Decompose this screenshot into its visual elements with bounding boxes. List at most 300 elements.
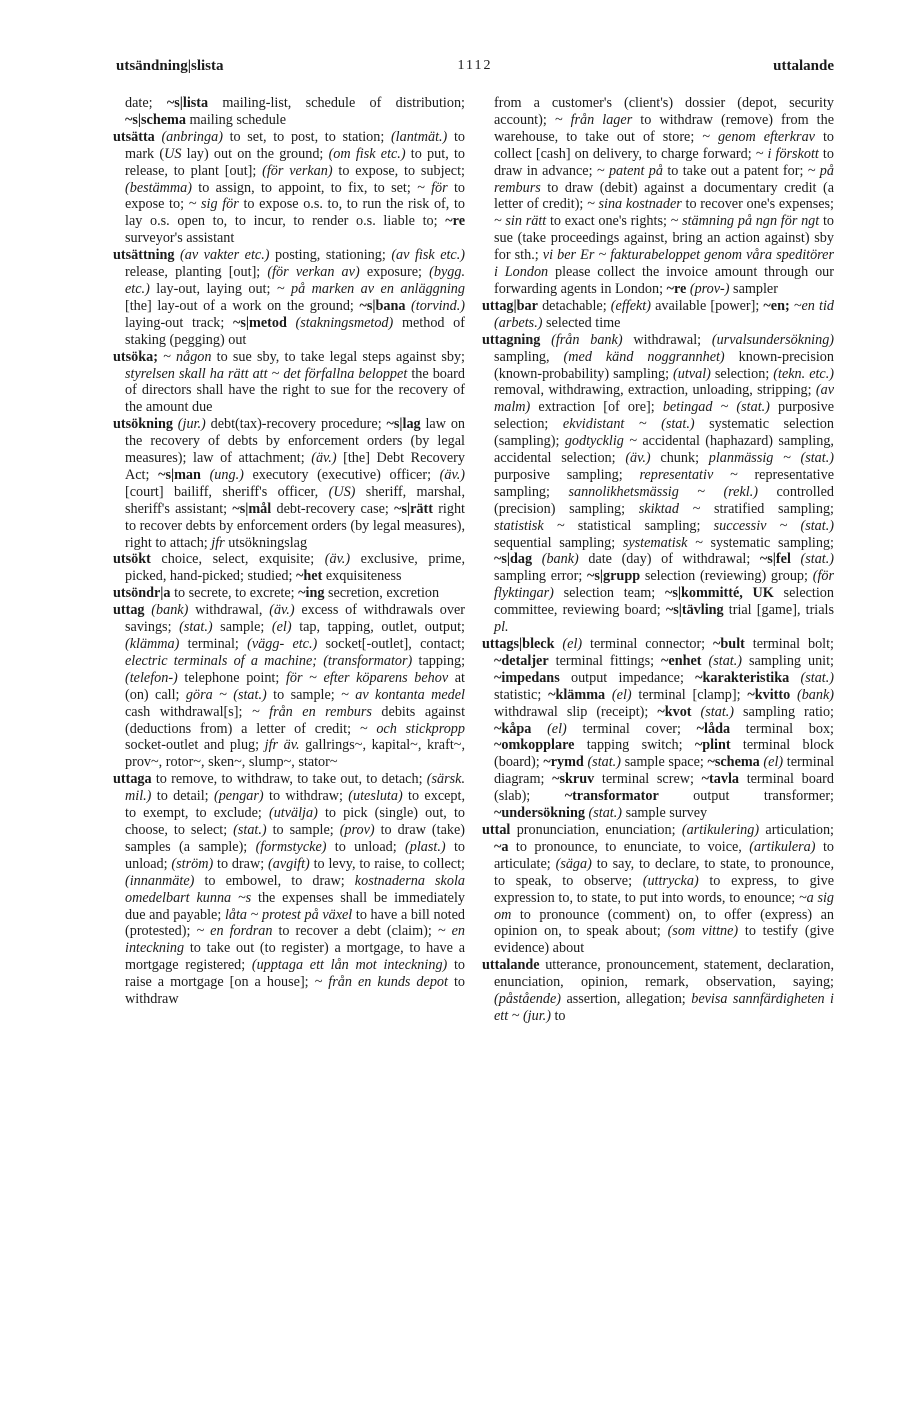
italic-gloss: (av fisk etc.) [391,247,466,264]
definition-text: to raise a mortgage [on a house]; [125,957,465,991]
definition-text: choice, select, exquisite; [150,551,325,568]
italic-gloss: (om fisk etc.) [328,145,406,162]
definition-text: socket[-outlet], contact; [317,636,465,652]
definition-text: method of staking (pegging) out [125,314,466,348]
italic-gloss: ~ patent på [596,162,663,179]
italic-gloss: (el) [271,619,292,636]
definition-text: to express, to give expression to, to state, to put into words, to enounce; [494,872,835,906]
definition-text: to pronounce, to enunciate, to voice, [508,838,750,855]
headword: ~karakteristika [695,669,790,686]
definition-text: telephone point; [177,669,286,686]
definition-text: to detail; [151,788,214,805]
definition-text: systematic selection (sampling); [494,416,834,450]
headword: ~plint [694,737,731,754]
italic-gloss: (av malm) [494,382,834,416]
definition-text: to embowel, to draw; [194,872,355,889]
italic-gloss: ~ sin rätt [494,213,547,230]
dictionary-entry [113,129,465,247]
italic-gloss: ~ från en kunds depot [314,974,448,991]
dictionary-entry [482,636,834,822]
italic-gloss: jfr äv. [264,737,300,754]
italic-gloss: betingad ~ (stat.) [662,399,770,416]
italic-gloss: (utval) [673,365,711,382]
definition-text: sequential sampling; [494,534,623,551]
italic-gloss: (bestämma) [125,179,192,196]
definition-text: extraction [of ore]; [530,399,663,416]
headword: uttag [113,602,152,619]
definition-text: output impedance; [559,669,696,686]
italic-gloss: ~ av kontanta medel [341,686,465,703]
italic-gloss: skiktad ~ [638,500,701,517]
italic-gloss: (bank) [541,551,579,568]
italic-gloss: (stat.) [587,754,621,771]
italic-gloss: systematisk ~ [622,534,703,551]
definition-text: at (on) call; [125,669,466,703]
definition-text: to expose, to subject; [332,162,465,179]
definition-text: sampling error; [494,568,588,585]
italic-gloss: (upptaga ett lån mot inteckning) [251,957,448,974]
italic-gloss: ~en tid (arbets.) [494,297,835,331]
headword: ~kvitto [747,686,791,703]
italic-gloss: jfr [211,534,225,551]
headword: ~s|mål [232,500,272,517]
definition-text: purposive selection; [494,399,834,433]
headword: ~klämma [548,686,606,703]
definition-text [692,704,701,720]
italic-gloss: statistisk ~ [494,517,565,534]
definition-text: sample space; [620,754,708,771]
italic-gloss: ~a sig om [494,889,835,923]
italic-gloss: (el) [562,636,583,652]
definition-text: to recover a debt (claim); [272,923,438,940]
definition-text: purposive sampling; [494,466,640,483]
italic-gloss: godtycklig ~ [564,433,637,450]
definition-text: terminal [clamp]; [631,686,748,703]
italic-gloss: (bank) [151,602,189,619]
definition-text: lay) out on the ground; [181,145,329,162]
headword: ~s|schema [125,111,186,128]
dictionary-entry [113,247,465,348]
italic-gloss: (innanmäte) [125,872,195,889]
definition-text: stratified sampling; [700,500,834,517]
italic-gloss: göra ~ (stat.) [185,686,267,703]
headword: ~s|man [158,466,201,483]
italic-gloss: (av vakter etc.) [180,247,270,264]
italic-gloss: (ung.) [209,466,244,483]
definition-text: excess of withdrawals over savings; [125,602,465,636]
italic-gloss: (säga) [555,855,592,872]
definition-text [702,653,709,669]
headword: ~kåpa [494,720,532,737]
italic-gloss: (bank) [796,686,835,703]
definition-text: terminal connector; [582,636,714,652]
definition-text: to levy, to raise, to collect; [309,855,465,872]
italic-gloss: (plast.) [405,838,446,855]
italic-gloss: (klämma) [125,636,180,652]
definition-text: to [550,1007,566,1024]
italic-gloss: (äv.) [269,602,295,619]
definition-text: tapping switch; [574,737,695,754]
definition-text: executory (executive) officer; [243,466,440,483]
definition-text: to sue (take proceedings against, bring an action against) sby for sth.; [494,213,834,264]
italic-gloss: ~ stämning på ngn för ngt [670,213,820,230]
definition-text: withdrawal slip (receipt); [494,703,658,720]
definition-text: secretion, excretion [324,585,440,602]
italic-gloss: electric terminals of a machine; (transformator) [125,652,413,669]
italic-gloss: (utesluta) [348,788,403,805]
definition-text: terminal box; [730,720,834,737]
right-guideword: uttalande [773,58,834,74]
definition-text: to sample; [266,821,340,838]
italic-gloss: ~ sina kostnader [587,196,682,213]
italic-gloss: för ~ efter köparens behov [285,669,449,686]
definition-text: withdrawal, [188,602,270,619]
headword: ~låda [696,720,731,737]
definition-text: lay-out, laying out; [149,280,277,297]
dictionary-entry [482,298,834,332]
italic-gloss: (bygg. etc.) [125,264,465,297]
italic-gloss: (prov) [339,821,375,838]
italic-gloss: (el) [763,754,784,771]
dictionary-entry [113,585,465,602]
definition-text [790,687,797,703]
headword: utsätta [113,128,162,145]
headword: uttal [482,821,511,838]
definition-text: to draw (debit) against a documentary credit (a letter of credit); [494,179,834,213]
definition-text: surveyor's assistant [125,230,235,247]
definition-text: removal, withdrawing, extraction, unloading, stripping; [494,382,816,399]
definition-text: to have a bill noted (protested); [125,906,465,940]
definition-text: gallrings~, kapital~, kraft~, prov~, rotor~, sken~, slump~, stator~ [125,737,465,771]
headword: ~enhet [661,652,702,669]
dictionary-entry [482,957,834,1025]
definition-text: to exact one's rights; [546,213,671,230]
italic-gloss: (stat.) [233,821,267,838]
headword: ~omkopplare [494,737,575,754]
italic-gloss: (utvälja) [268,805,318,822]
left-guideword: utsändning|slista [116,58,224,74]
italic-gloss: (effekt) [610,297,651,314]
italic-gloss: (stat.) [700,703,735,720]
italic-gloss: sannolikhetsmässig ~ (rekl.) [568,483,758,500]
italic-gloss: (för verkan av) [267,264,360,281]
italic-gloss: låta ~ protest på växel [224,906,353,923]
italic-gloss: (prov-) [689,280,730,297]
headword: ~s|fel [759,551,791,568]
definition-text: terminal fittings; [548,652,662,669]
italic-gloss: ~ i förskott [755,145,819,162]
definition-text: selection team; [553,585,665,602]
italic-gloss: ekvidistant ~ (stat.) [562,416,695,433]
italic-gloss: ~ någon [163,348,212,365]
italic-gloss: (ström) [171,855,214,872]
definition-text: to withdraw (remove) from the warehouse, to take out of store; [494,111,835,145]
definition-text: mailing-list, schedule of distribution; [208,95,465,111]
definition-text: to set, to post, to station; [222,128,391,145]
definition-text: the expenses shall be immediately due and payable; [125,889,465,923]
definition-text: to pronounce (comment) on, to offer (express) an opinion on, to speak about; [494,906,834,940]
italic-gloss: (artikulering) [681,821,760,838]
definition-text: to except, to exempt, to exclude; [125,788,465,822]
definition-text: statistical sampling; [564,517,714,534]
headword: ~re [666,280,687,297]
headword: ~ing [298,585,325,602]
definition-text: debits against (deductions from) a letter of credit; [125,703,466,737]
definition-text: sample; [212,619,272,636]
definition-text: debt-recovery case; [271,500,395,517]
dictionary-entry [113,551,465,585]
headword: ~re [445,213,465,230]
definition-text: to withdraw [125,974,465,1008]
headword: utsökning [113,416,178,433]
definition-text: assertion, allegation; [560,991,692,1008]
definition-text: to expose to; [125,179,465,213]
definition-text: terminal; [179,636,248,652]
italic-gloss: (urvalsundersökning) [711,331,835,348]
headword: ~s|lista [166,95,209,111]
italic-gloss: ~ på marken av en anläggning [276,280,465,297]
definition-text: sampler [729,280,778,297]
definition-text: trial [game], trials [723,602,834,619]
italic-gloss: (äv.) [439,466,465,483]
italic-gloss: (telefon-) [125,669,178,686]
headword: ~s|tävling [665,602,724,619]
headword: ~het [296,568,323,585]
definition-text: chunk; [650,450,709,467]
italic-gloss: (el) [547,720,567,737]
definition-text: socket-outlet and plug; [125,737,265,754]
dictionary-entry [113,416,465,551]
headword: uttagning [482,331,552,348]
headword: ~s|kommitté, UK [664,585,774,602]
definition-text: to sue sby, to take legal steps against sby; [211,348,465,365]
italic-gloss: (med känd noggrannhet) [563,348,725,365]
definition-text: [court] bailiff, sheriff's officer, [125,483,329,500]
italic-gloss: ~ för [417,179,448,196]
italic-gloss: (stat.) [800,669,834,686]
definition-text: terminal board (slab); [494,771,834,805]
definition-text: to take out a patent for; [662,162,808,179]
italic-gloss: (torvind.) [411,297,466,314]
italic-gloss: planmässig ~ (stat.) [708,450,834,467]
definition-text: [the] Debt Recovery Act; [125,450,465,483]
italic-gloss: (el) [611,686,632,703]
italic-gloss: ~ från lager [554,111,633,128]
headword: ~rymd [543,754,584,771]
definition-text: to unload; [326,838,406,855]
definition-text: terminal screw; [594,771,702,788]
italic-gloss: (från bank) [551,331,623,348]
italic-gloss: (uttrycka) [642,872,699,889]
definition-text: laying-out track; [125,314,233,331]
italic-gloss: (tekn. etc.) [773,365,835,382]
italic-gloss: ~ från en remburs [251,703,372,720]
definition-text: known-precision (known-probability) sampling; [494,348,834,382]
headword: uttaga [113,771,152,788]
headword: uttalande [482,957,540,974]
italic-gloss: (påstående) [494,991,561,1008]
italic-gloss: (avgift) [268,855,310,872]
definition-text [287,315,296,331]
definition-text: to testify (give evidence) about [494,923,834,957]
headword: utsöndr|a [113,585,171,602]
headword: ~s|dag [494,551,533,568]
italic-gloss: (för verkan) [262,162,333,179]
headword: ~schema [707,754,760,771]
definition-text: [the] lay-out of a work on the ground; [125,297,360,314]
definition-text: to expose o.s. to, to run the risk of, to lay o.s. open to, to incur, to render o.s. liable to; [125,196,466,230]
italic-gloss: (särsk. mil.) [125,771,465,805]
italic-gloss: representativ ~ [639,466,738,483]
italic-gloss: (anbringa) [161,128,223,145]
definition-text: to draw (take) samples (a sample); [125,821,465,855]
italic-gloss: (stat.) [588,805,623,822]
headword: ~s|lag [386,416,421,433]
definition-text: pronunciation, enunciation; [510,821,682,838]
italic-gloss: (äv.) [324,551,351,568]
dictionary-entry [113,602,465,771]
definition-text [791,551,801,567]
definition-text: representative sampling; [494,466,835,500]
definition-text [201,467,210,483]
definition-text: systematic sampling; [702,534,834,551]
italic-gloss: (artikulera) [749,838,816,855]
dictionary-entry [113,349,465,417]
definition-text: law on the recovery of debts by enforcement orders (by legal measures); law of attachment; [125,416,466,467]
definition-text [605,687,612,703]
definition-text: to articulate; [494,838,834,872]
entry-continuation [113,95,465,129]
headword: ~detaljer [494,652,549,669]
page-number: 1112 [457,58,493,73]
definition-text: sheriff, marshal, sheriff's assistant; [125,483,465,517]
definition-text: withdrawal; [622,331,712,348]
italic-gloss: styrelsen skall ha rätt att ~ det förfallna beloppet [125,365,408,382]
definition-text: to remove, to withdraw, to take out, to detach; [151,771,427,788]
definition-text: statistic; [494,686,549,703]
definition-text: please collect the invoice amount through our forwarding agents in London; [494,264,835,297]
definition-text: controlled (precision) sampling; [494,483,834,517]
definition-text [789,670,800,686]
italic-gloss: (stat.) [179,619,213,636]
definition-text: tap, tapping, outlet, output; [291,619,465,636]
definition-text: exposure; [359,264,430,281]
headword: ~impedans [494,669,560,686]
definition-text: to say, to declare, to state, to pronounce, to speak, to observe; [494,855,834,889]
definition-text: terminal diagram; [494,754,835,788]
italic-gloss: (stat.) [800,551,835,568]
headword: ~s|metod [232,314,287,331]
headword: ~undersökning [494,805,585,822]
headword: ~tavla [701,771,739,788]
definition-text: right to recover debts by enforcement orders (by legal measures), right to attach; [125,500,465,551]
definition-text: utsökningslag [224,534,308,551]
definition-text: to recover one's expenses; [681,196,834,213]
definition-text: mailing schedule [185,111,287,128]
definition-text: to draw; [213,855,268,872]
italic-gloss: (jur.) [177,416,206,433]
headword: ~en; [763,297,794,314]
definition-text: the board of directors shall have the right to sue for the recovery of the amount due [125,365,465,416]
definition-text: to draw in advance; [494,145,834,179]
italic-gloss: ~ sig för [188,196,239,213]
definition-text: to unload; [125,838,465,872]
italic-gloss: (stakningsmetod) [295,314,394,331]
headword: ~s|bana [359,297,406,314]
italic-gloss: kostnaderna skola omedelbart kunna ~s [125,872,465,906]
definition-text: sampling, [494,348,564,365]
definition-text: date (day) of withdrawal; [578,551,760,568]
italic-gloss: bevisa sannfärdigheten i ett ~ (jur.) [494,991,834,1024]
headword: ~transformator [564,788,659,805]
definition-text: terminal bolt; [744,636,834,652]
headword: utsättning [113,247,181,264]
dictionary-entry [482,822,834,957]
definition-text: exquisiteness [322,568,402,585]
italic-gloss: ~ en inteckning [125,923,465,957]
definition-text: selection; [710,365,774,382]
italic-gloss: US [164,145,182,162]
right-column [482,95,834,1025]
dictionary-entry [113,771,465,1008]
definition-text: to take out (to register) a mortgage, to have a mortgage registered; [125,940,465,974]
headword: ~kvot [657,703,692,720]
definition-text: exclusive, prime, picked, hand-picked; studied; [125,551,466,585]
italic-gloss: ~ genom efterkrav [702,128,815,145]
definition-text: detachable; [537,297,611,314]
italic-gloss: (äv.) [625,450,651,467]
definition-text [532,551,542,567]
italic-gloss: (formstycke) [255,838,327,855]
definition-text: cash withdrawal[s]; [125,703,252,720]
definition-text: to pick (single) out, to choose, to select; [125,805,465,838]
italic-gloss: successiv ~ (stat.) [713,517,834,534]
definition-text [531,721,547,737]
italic-gloss: (US) [328,483,356,500]
definition-text: from a customer's (client's) dossier (depot, security account); [494,95,834,128]
definition-text: articulation; [759,821,834,838]
left-column [113,95,465,1008]
definition-text: sample survey [622,805,708,822]
italic-gloss: pl. [494,619,509,636]
definition-text: release, planting [out]; [125,264,268,281]
definition-text: date; [125,95,167,111]
italic-gloss: (stat.) [708,652,742,669]
definition-text: to sample; [266,686,342,703]
headword: ~s|rätt [394,500,433,517]
headword: uttag|bar [482,297,538,314]
headword: ~s|grupp [587,568,641,585]
definition-text: selected time [542,314,621,331]
definition-text: debt(tax)-recovery procedure; [205,416,387,433]
definition-text: selection committee, reviewing board; [494,585,834,619]
dictionary-entry [482,332,834,636]
italic-gloss: ~ på remburs [494,162,834,196]
running-header [116,58,834,82]
italic-gloss: ~ en fordran [196,923,273,940]
headword: utsöka; [113,348,164,365]
headword: ~a [494,838,509,855]
definition-text: sampling unit; [742,652,834,669]
definition-text: available [power]; [650,297,764,314]
italic-gloss: (lantmät.) [390,128,448,145]
headword: ~skruv [552,771,595,788]
definition-text: to collect [cash] on delivery, to charge forward; [494,128,834,162]
italic-gloss: (vägg- etc.) [247,636,318,652]
definition-text: terminal block (board); [494,737,834,771]
italic-gloss: vi ber Er ~ fakturabeloppet genom våra speditörer i London [494,247,834,281]
definition-text: to secrete, to excrete; [170,585,299,602]
